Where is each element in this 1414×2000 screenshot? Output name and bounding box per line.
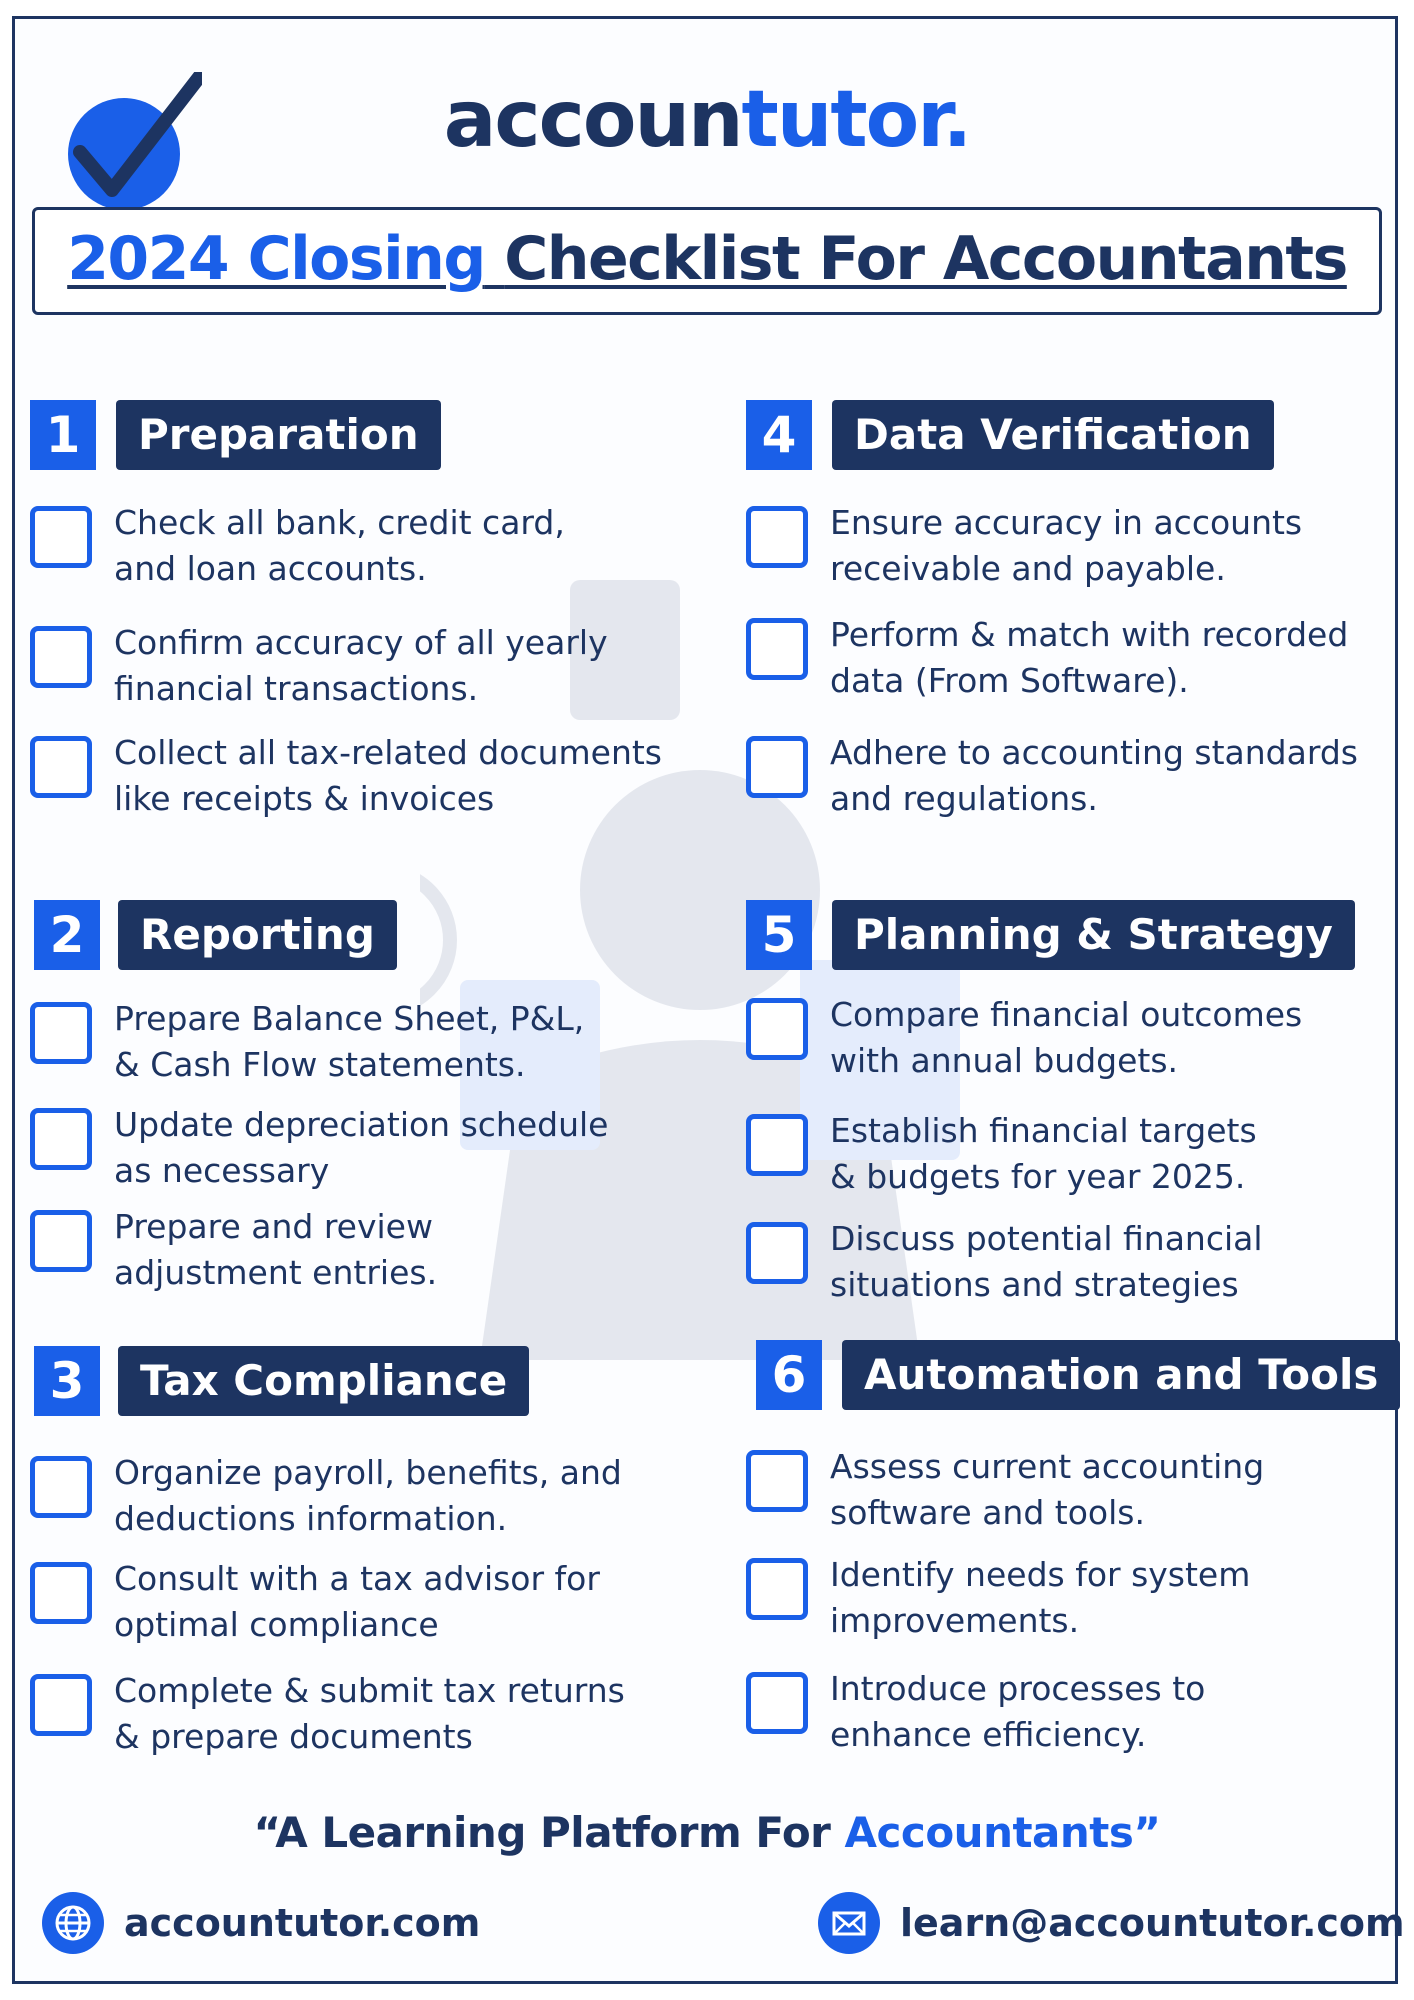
checkbox[interactable] <box>746 1558 808 1620</box>
section-number: 1 <box>30 400 96 470</box>
checklist-item-text: Prepare Balance Sheet, P&L, & Cash Flow statements. <box>114 999 585 1084</box>
checklist-item-text: Update depreciation schedule as necessary <box>114 1105 609 1190</box>
section-heading: Reporting <box>118 900 397 970</box>
section-number: 5 <box>746 900 812 970</box>
checkbox[interactable] <box>30 1002 92 1064</box>
checklist-item-text: Introduce processes to enhance efficiency. <box>830 1669 1206 1754</box>
globe-icon <box>42 1892 104 1954</box>
checkbox[interactable] <box>746 1222 808 1284</box>
section-heading: Automation and Tools <box>842 1340 1400 1410</box>
section-number: 3 <box>34 1346 100 1416</box>
section-heading: Planning & Strategy <box>832 900 1355 970</box>
checklist-item-text: Organize payroll, benefits, and deductions information. <box>114 1453 622 1538</box>
checklist-item-text: Discuss potential financial situations and strategies <box>830 1219 1263 1304</box>
magnifier-shape <box>420 870 450 1010</box>
checkbox[interactable] <box>746 1114 808 1176</box>
checklist-item-text: Prepare and review adjustment entries. <box>114 1207 438 1292</box>
section-number: 2 <box>34 900 100 970</box>
checkbox[interactable] <box>746 618 808 680</box>
checklist-item-text: Establish financial targets & budgets for year 2025. <box>830 1111 1257 1196</box>
website-link[interactable]: accountutor.com <box>124 1901 481 1945</box>
email-contact[interactable] <box>818 1888 1405 1958</box>
checkbox[interactable] <box>746 1450 808 1512</box>
checklist-item-text: Adhere to accounting standards and regulations. <box>830 733 1358 818</box>
checklist-item-text: Complete & submit tax returns & prepare documents <box>114 1671 625 1756</box>
checkbox[interactable] <box>30 736 92 798</box>
checklist-item-text: Assess current accounting software and tools. <box>830 1447 1265 1532</box>
checklist-item-text: Perform & match with recorded data (From Software). <box>830 615 1349 700</box>
checklist-item-text: Consult with a tax advisor for optimal compliance <box>114 1559 600 1644</box>
section-heading: Data Verification <box>832 400 1274 470</box>
tagline-quote: “A Learning Platform For Accountants” <box>253 1808 1161 1857</box>
section-number: 4 <box>746 400 812 470</box>
section-number: 6 <box>756 1340 822 1410</box>
brand-name: accountutor. <box>443 75 971 165</box>
checklist-item-text: Check all bank, credit card, and loan accounts. <box>114 503 565 588</box>
checklist-item-text: Collect all tax-related documents like receipts & invoices <box>114 733 662 818</box>
page-title: 2024 Closing Checklist For Accountants <box>32 207 1382 315</box>
section-heading: Tax Compliance <box>118 1346 529 1416</box>
envelope-icon <box>818 1892 880 1954</box>
checkbox[interactable] <box>30 626 92 688</box>
checkbox[interactable] <box>746 1672 808 1734</box>
checkbox[interactable] <box>30 1456 92 1518</box>
checklist-item-text: Compare financial outcomes with annual budgets. <box>830 995 1303 1080</box>
checklist-item-text: Ensure accuracy in accounts receivable and payable. <box>830 503 1303 588</box>
checklist-item-text: Identify needs for system improvements. <box>830 1555 1251 1640</box>
checklist-item-text: Confirm accuracy of all yearly financial transactions. <box>114 623 608 708</box>
email-link[interactable]: learn@accountutor.com <box>900 1901 1405 1945</box>
website-contact[interactable] <box>42 1888 480 1958</box>
checkbox[interactable] <box>30 1210 92 1272</box>
checkbox[interactable] <box>30 1108 92 1170</box>
checkbox[interactable] <box>30 1674 92 1736</box>
section-heading: Preparation <box>116 400 441 470</box>
checkbox[interactable] <box>746 998 808 1060</box>
checkbox[interactable] <box>30 506 92 568</box>
checkbox[interactable] <box>746 736 808 798</box>
checkbox[interactable] <box>30 1562 92 1624</box>
checkbox[interactable] <box>746 506 808 568</box>
